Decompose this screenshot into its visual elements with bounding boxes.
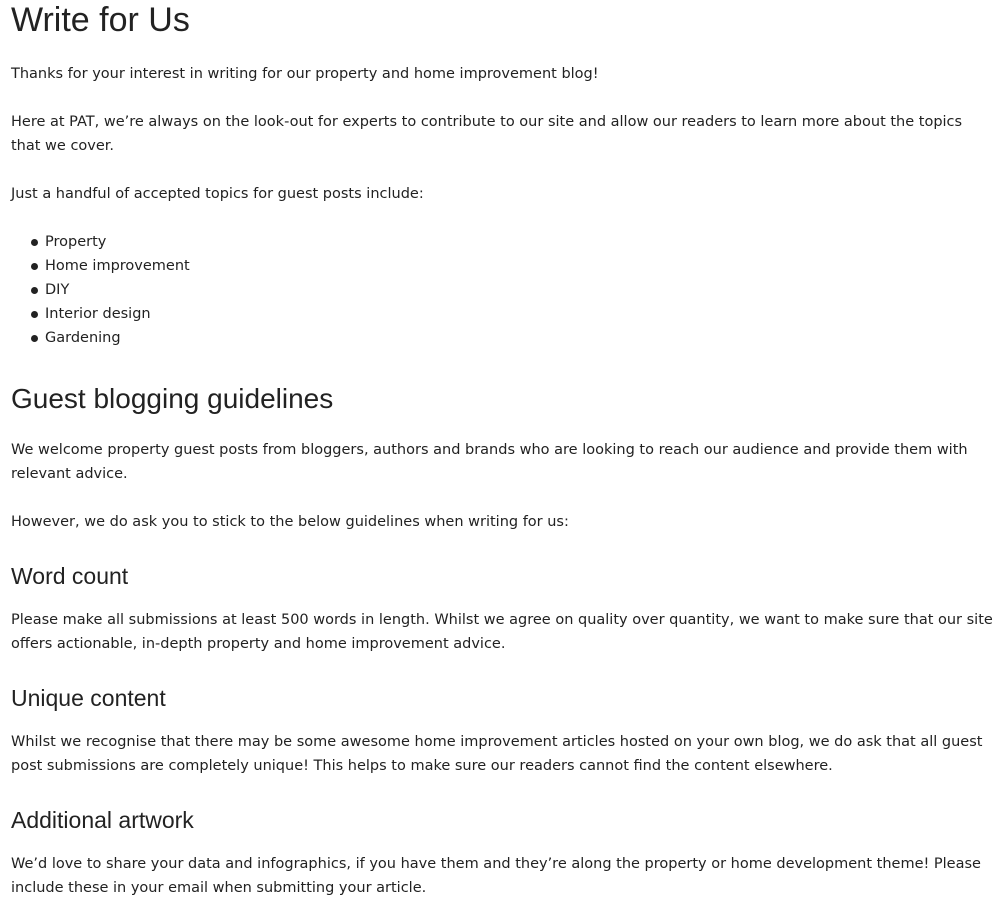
section-text-word-count: Please make all submissions at least 500 words in length. Whilst we agree on quality over quantity, we want to make sure that our site offers actionable, in-depth property and home improvement advice. [11, 612, 993, 652]
list-item [11, 254, 993, 278]
section-text-unique-content: Whilst we recognise that there may be some awesome home improvement articles hosted on your own blog, we do ask that all guest post submissions are completely unique! This helps to make sure our readers cannot find the content elsewhere. [11, 734, 983, 774]
intro-paragraph: Thanks for your interest in writing for our property and home improvement blog! [11, 66, 599, 82]
topic-label: Gardening [45, 330, 121, 346]
section-heading-unique-content: Unique content [11, 685, 166, 711]
topic-label: Interior design [45, 306, 151, 322]
topics-list [11, 230, 993, 350]
topic-label: DIY [45, 282, 70, 298]
bullet-icon [31, 263, 38, 270]
guidelines-paragraph: However, we do ask you to stick to the below guidelines when writing for us: [11, 514, 569, 530]
bullet-icon [31, 311, 38, 318]
list-item [11, 278, 993, 302]
list-item [11, 302, 993, 326]
intro-paragraph: Just a handful of accepted topics for guest posts include: [11, 186, 424, 202]
section-text-additional-artwork: We’d love to share your data and infographics, if you have them and they’re along the property or home development theme! Please include these in your email when submitting your article. [11, 856, 981, 896]
list-item [11, 326, 993, 350]
page-title: Write for Us [11, 1, 190, 39]
bullet-icon [31, 335, 38, 342]
topic-label: Home improvement [45, 258, 190, 274]
guidelines-paragraph: We welcome property guest posts from bloggers, authors and brands who are looking to reach our audience and provide them with relevant advice. [11, 442, 968, 482]
list-item [11, 230, 993, 254]
intro-paragraph: Here at PAT, we’re always on the look-out for experts to contribute to our site and allow our readers to learn more about the topics that we cover. [11, 114, 963, 154]
section-heading-word-count: Word count [11, 563, 129, 589]
topic-label: Property [45, 234, 107, 250]
guidelines-heading: Guest blogging guidelines [11, 383, 334, 414]
section-heading-additional-artwork: Additional artwork [11, 807, 194, 833]
bullet-icon [31, 287, 38, 294]
bullet-icon [31, 239, 38, 246]
